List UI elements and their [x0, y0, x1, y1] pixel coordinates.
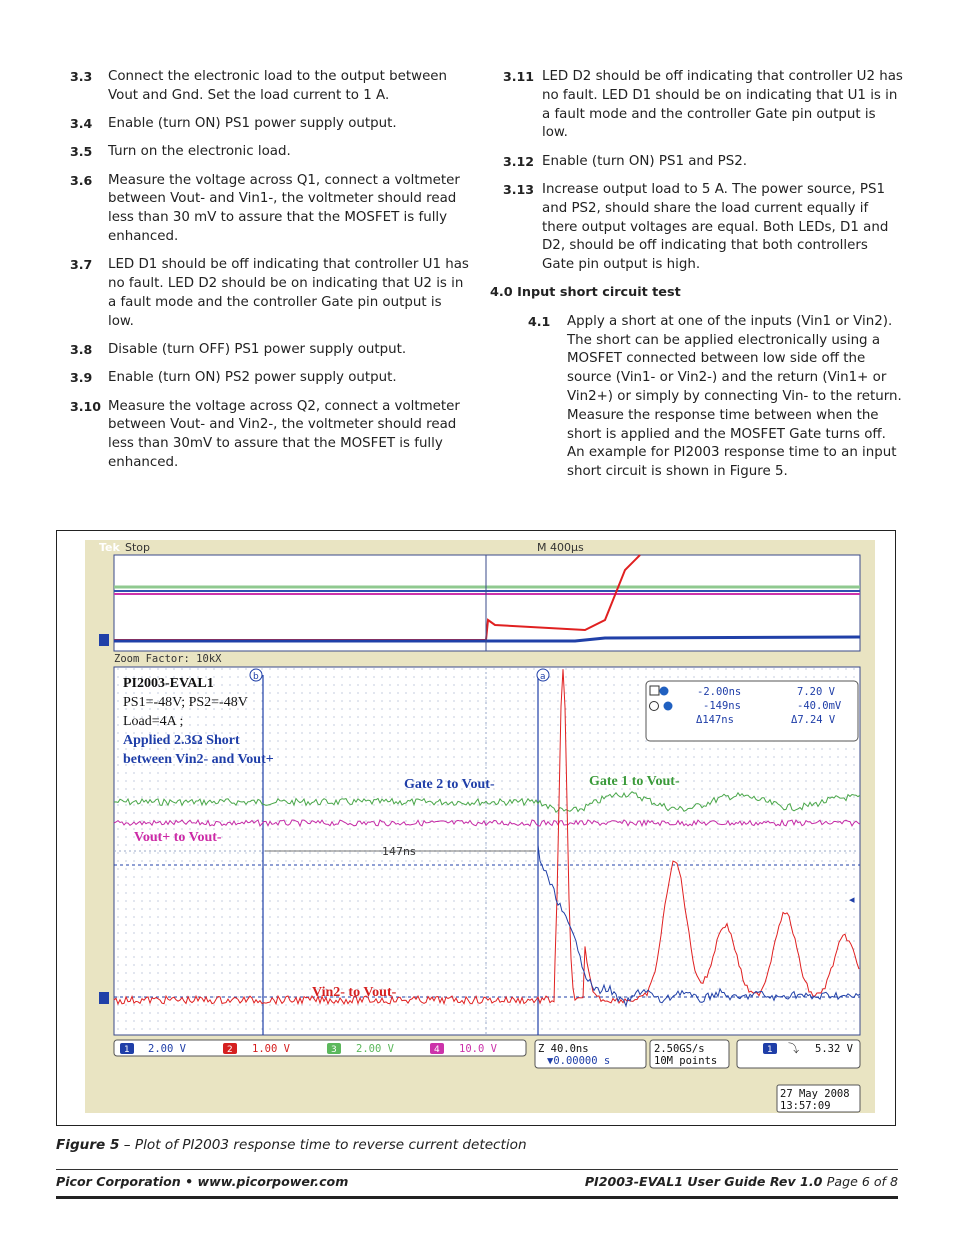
horizontal-offset: ▼0.00000 s — [547, 1055, 611, 1067]
section-heading: 4.0 Input short circuit test — [490, 285, 681, 301]
record-length: 10M points — [654, 1055, 718, 1067]
step-text: Enable (turn ON) PS2 power supply output. — [108, 370, 397, 386]
step-text: Connect the electronic load to the output between Vout and Gnd. Set the load current to 1 A. — [108, 69, 448, 103]
step-number: 3.9 — [70, 370, 93, 386]
step-number: 3.5 — [70, 144, 93, 160]
annotation-short-2: between Vin2- and Vout+ — [123, 752, 274, 767]
channel-3[interactable] — [327, 1043, 395, 1055]
scope-time: 13:57:09 — [780, 1100, 831, 1112]
step-number: 4.1 — [528, 313, 551, 329]
step-3-9 — [70, 369, 470, 388]
svg-text:4: 4 — [434, 1045, 440, 1055]
step-text: LED D2 should be off indicating that controller U2 has no fault. LED D1 should be on indicating that U1 is in a fault mode and the controller Gate pin output is low. — [542, 69, 903, 141]
svg-text:3: 3 — [331, 1045, 337, 1055]
sample-rate: 2.50GS/s — [654, 1043, 705, 1055]
cursor-a-label: a — [540, 672, 546, 682]
step-3-5 — [70, 143, 470, 162]
footer-rule-top — [56, 1169, 898, 1170]
svg-text:2: 2 — [227, 1045, 233, 1055]
label-vout: Vout+ to Vout- — [134, 830, 222, 845]
step-3-11 — [503, 68, 903, 143]
step-number: 3.4 — [70, 116, 93, 132]
step-number: 3.7 — [70, 257, 93, 273]
readout-a-icon — [660, 687, 669, 696]
step-3-4 — [70, 115, 470, 134]
svg-text:10.0 V: 10.0 V — [459, 1043, 497, 1055]
step-text: Increase output load to 5 A. The power source, PS1 and PS2, should share the load current equally if there output voltages are equal. Both LEDs, D1 and D2, should be off indicating that both controllers Gate pin output is high. — [542, 181, 889, 273]
readout-b-volt: -40.0mV — [797, 700, 842, 712]
scope-timebase: M 400µs — [537, 541, 584, 554]
left-column — [70, 68, 470, 482]
step-text: LED D1 should be off indicating that controller U1 has no fault. LED D2 should be on indicating that U2 is in a fault mode and the controller Gate pin output is low. — [108, 257, 469, 329]
channel-4[interactable] — [430, 1043, 498, 1055]
channel-1[interactable] — [120, 1043, 187, 1055]
step-number: 3.13 — [503, 181, 535, 197]
trigger-level: 5.32 V — [815, 1043, 853, 1055]
step-3-13 — [503, 181, 903, 275]
step-text: Enable (turn ON) PS1 power supply output. — [108, 116, 397, 132]
step-number: 3.3 — [70, 69, 93, 84]
figure-caption — [56, 1137, 527, 1153]
step-3-3 — [70, 68, 470, 106]
readout-b-icon — [664, 702, 673, 711]
step-text: Measure the voltage across Q2, connect a voltmeter between Vout- and Vin2-, the voltmeter should read less than 30mV to assure that the MOSFET is fully enhanced. — [108, 398, 460, 471]
label-gate1: Gate 1 to Vout- — [589, 774, 680, 789]
step-number: 3.12 — [503, 153, 535, 169]
step-number: 3.11 — [503, 69, 535, 84]
step-3-12 — [503, 153, 903, 172]
step-3-7 — [70, 256, 470, 331]
caption-label: Figure 5 — [56, 1137, 120, 1153]
trigger-slope-icon: ⤵ — [788, 1042, 799, 1055]
step-3-6 — [70, 172, 470, 247]
svg-text:1.00 V: 1.00 V — [252, 1043, 290, 1055]
readout-delta-volt: Δ7.24 V — [791, 714, 836, 726]
label-vin2: Vin2- to Vout- — [312, 985, 397, 1000]
ch1-marker-zoom — [99, 992, 109, 1004]
step-text: Turn on the electronic load. — [108, 144, 291, 160]
step-text: Measure the voltage across Q1, connect a voltmeter between Vout- and Vin1-, the voltmeter should read less than 30 mV to assure that the MOSFET is fully enhanced. — [108, 172, 460, 245]
footer-rule-bottom — [56, 1196, 898, 1199]
ch1-marker-upper — [99, 634, 109, 646]
step-text: Apply a short at one of the inputs (Vin1 or Vin2). The short can be applied electronically using a MOSFET connected between low side off the source (Vin1- or Vin2-) and the return (Vin1+ or Vin2+) or simply by connecting Vin- to the return. Measure the response time between when the short is applied and the MOSFET Gate turns off. An example for PI2003 response time to an input short circuit is shown in Figure 5. — [567, 313, 902, 480]
step-3-10 — [70, 398, 470, 473]
step-3-8 — [70, 341, 470, 360]
svg-text:2.00 V: 2.00 V — [148, 1043, 186, 1055]
zoom-factor: Zoom Factor: 10kX — [114, 653, 222, 665]
readout-a-time: -2.00ns — [697, 686, 742, 698]
step-number: 3.6 — [70, 172, 93, 188]
svg-text:1: 1 — [124, 1045, 130, 1055]
scope-status: Stop — [125, 541, 151, 554]
step-text: Disable (turn OFF) PS1 power supply output. — [108, 342, 407, 358]
label-gate2: Gate 2 to Vout- — [404, 777, 495, 792]
svg-text:2.00 V: 2.00 V — [356, 1043, 394, 1055]
step-4-1 — [528, 313, 903, 482]
scope-brand: Tek — [99, 541, 120, 554]
footer-page: Page 6 of 8 — [826, 1174, 898, 1189]
footer-company: Picor Corporation • www.picorpower.com — [56, 1174, 349, 1189]
oscilloscope-screenshot — [85, 540, 875, 1113]
readout-b-time: -149ns — [703, 700, 741, 712]
channel-2[interactable] — [223, 1043, 291, 1055]
delta-label: 147ns — [382, 845, 416, 858]
zoom-time: Z 40.0ns — [538, 1043, 589, 1055]
trigger-channel: 1 — [767, 1045, 773, 1055]
step-text: Enable (turn ON) PS1 and PS2. — [542, 153, 748, 169]
step-number: 3.10 — [70, 398, 102, 414]
trigger-level-icon: ◂ — [849, 893, 855, 906]
scope-date: 27 May 2008 — [780, 1088, 850, 1100]
annotation-short-1: Applied 2.3Ω Short — [123, 733, 240, 748]
annotation-title: PI2003-EVAL1 — [123, 676, 214, 691]
scope-header — [85, 540, 875, 555]
readout-a-volt: 7.20 V — [797, 686, 835, 698]
step-number: 3.8 — [70, 342, 93, 358]
footer-guide — [585, 1174, 898, 1189]
annotation-supplies: PS1=-48V; PS2=-48V — [123, 695, 248, 710]
footer-title: PI2003-EVAL1 User Guide Rev 1.0 — [584, 1174, 823, 1189]
right-column — [490, 68, 903, 491]
caption-text: – Plot of PI2003 response time to reverse current detection — [119, 1137, 527, 1153]
cursor-b-label: b — [253, 672, 259, 682]
readout-delta-time: Δ147ns — [696, 714, 734, 726]
scope-display — [85, 540, 875, 1113]
annotation-load: Load=4A ; — [123, 714, 184, 729]
